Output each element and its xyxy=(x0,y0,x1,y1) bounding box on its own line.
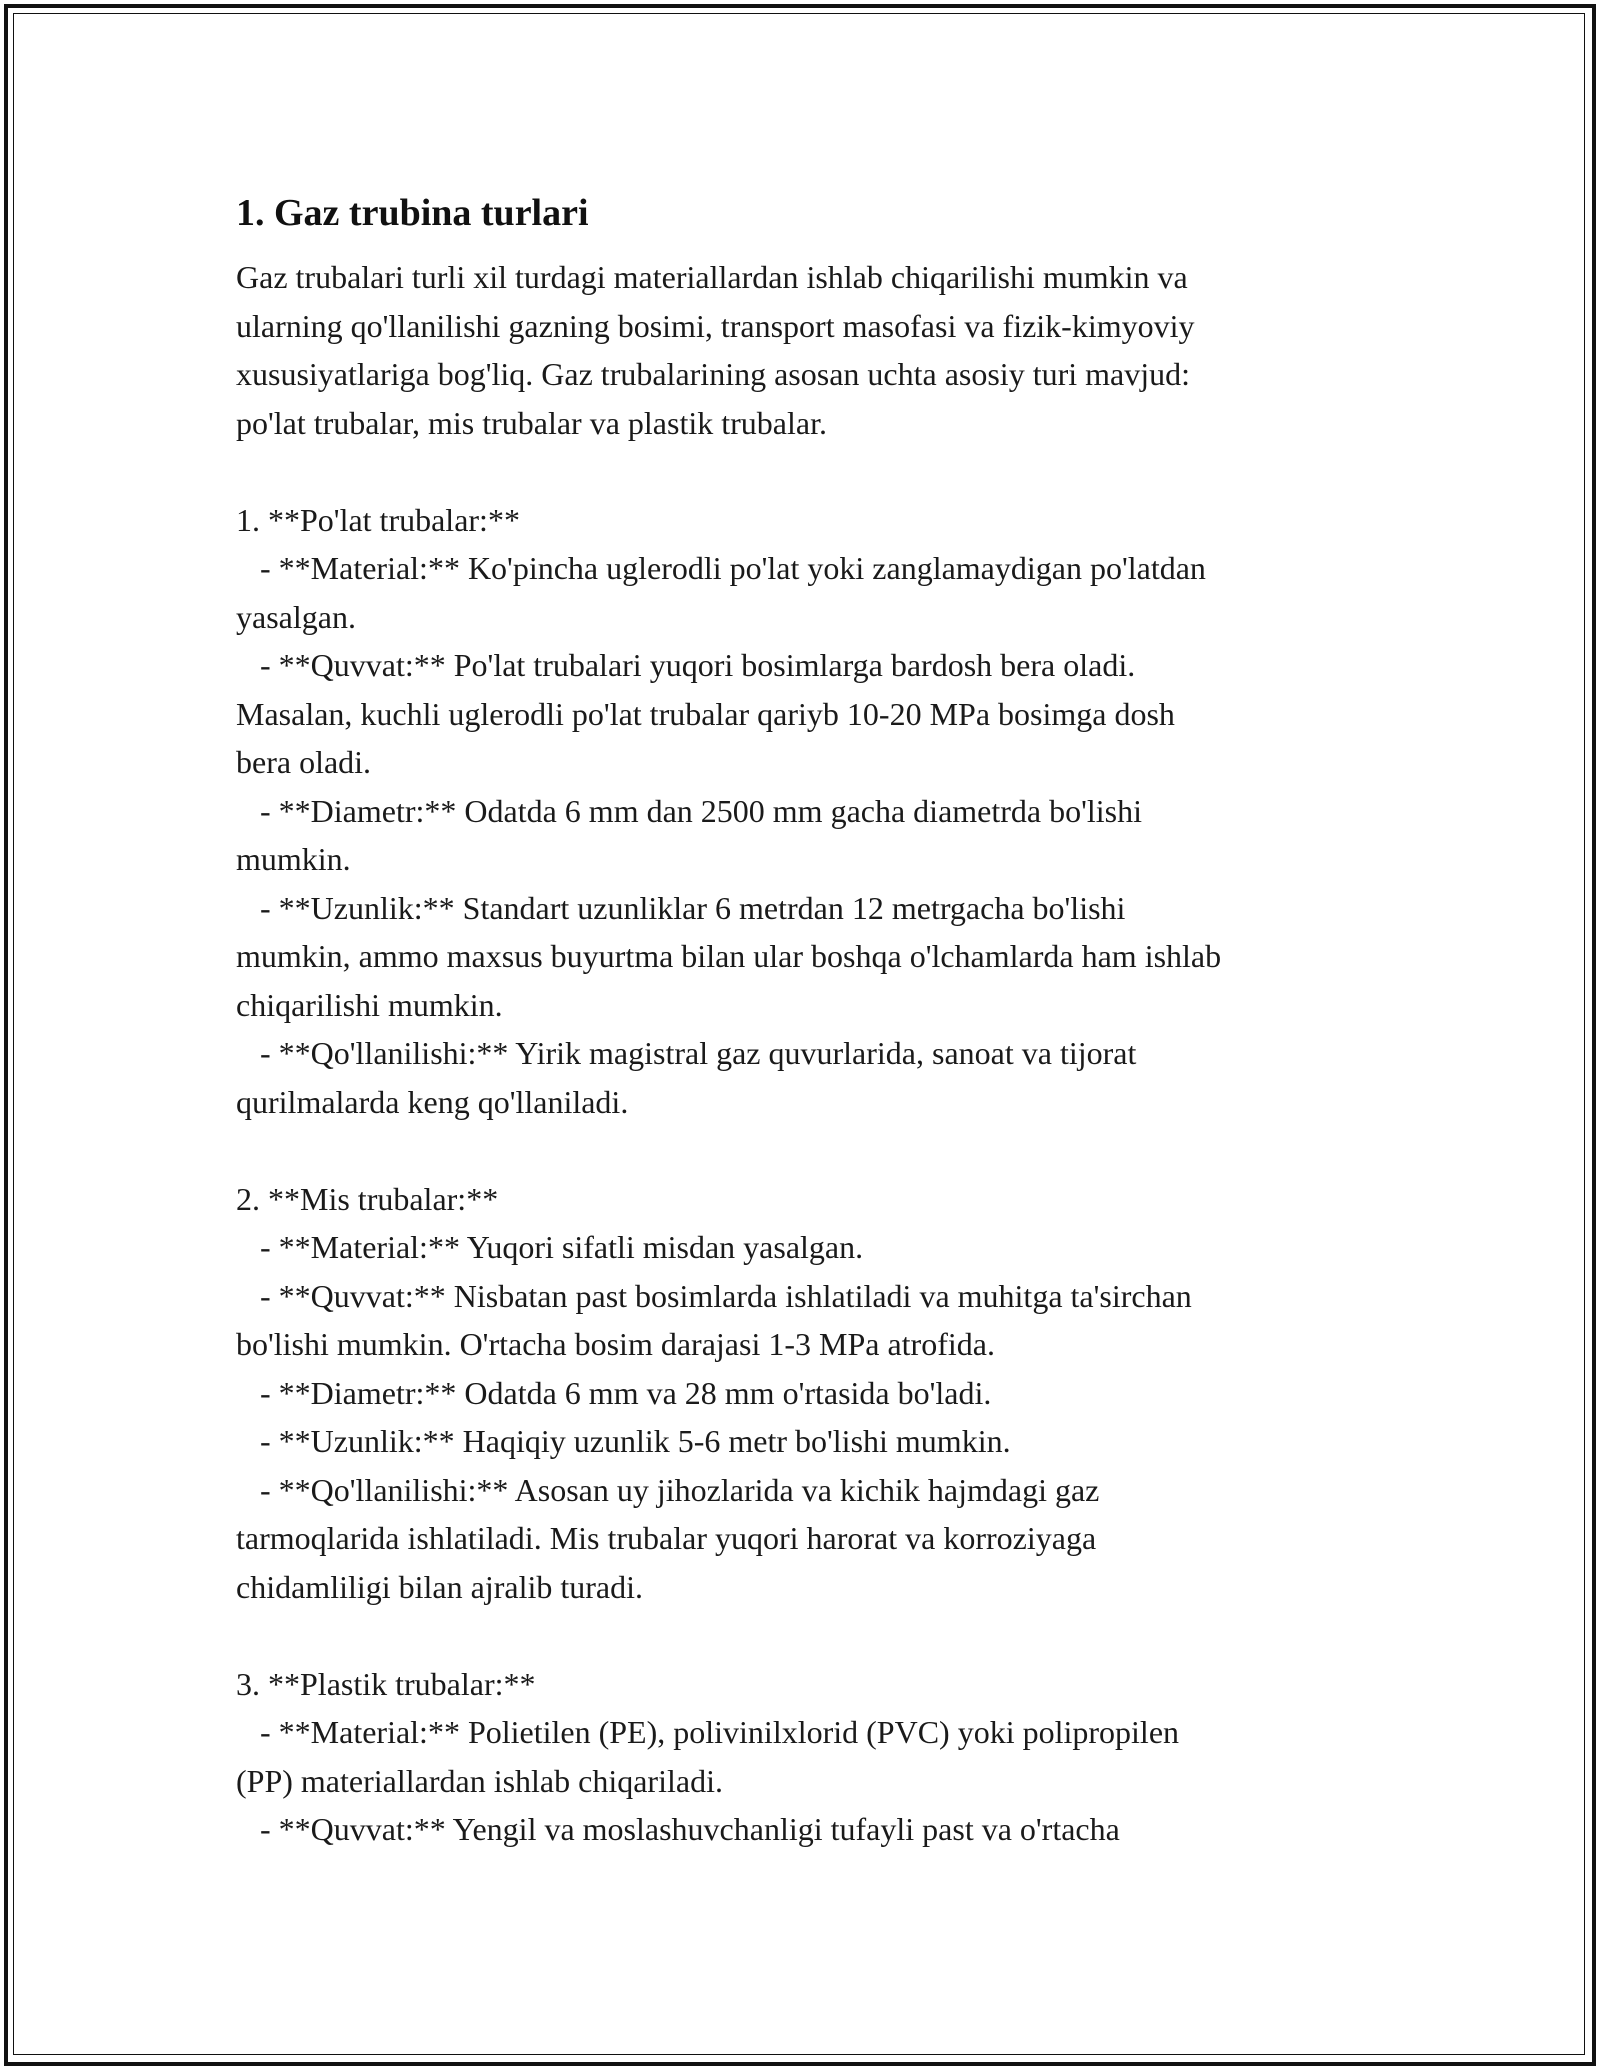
text-line: chidamliligi bilan ajralib turadi. xyxy=(236,1568,643,1605)
text-line: - **Qo'llanilishi:** Yirik magistral gaz quvurlarida, sanoat va tijorat xyxy=(236,1035,1137,1071)
text-line: po'lat trubalar, mis trubalar va plastik trubalar. xyxy=(236,404,827,441)
text-line: qurilmalarda keng qo'llaniladi. xyxy=(236,1083,629,1120)
text-line: Gaz trubalari turli xil turdagi materiallardan ishlab chiqarilishi mumkin va xyxy=(236,259,1188,295)
text-line: 2. **Mis trubalar:** xyxy=(236,1180,499,1217)
text-line: - **Material:** Polietilen (PE), polivinilxlorid (PVC) yoki polipropilen xyxy=(236,1714,1180,1750)
blank-line xyxy=(236,1126,1376,1175)
text-line: - **Uzunlik:** Haqiqiy uzunlik 5-6 metr bo'lishi mumkin. xyxy=(236,1423,1011,1459)
text-line: bo'lishi mumkin. O'rtacha bosim darajasi 1-3 MPa atrofida. xyxy=(236,1326,995,1362)
blank-line xyxy=(236,447,1376,496)
blank-line xyxy=(236,1611,1376,1660)
text-line: - **Quvvat:** Yengil va moslashuvchanligi tufayli past va o'rtacha xyxy=(236,1811,1120,1847)
text-line: - **Diametr:** Odatda 6 mm dan 2500 mm gacha diametrda bo'lishi xyxy=(236,792,1142,829)
text-line: - **Diametr:** Odatda 6 mm va 28 mm o'rtasida bo'ladi. xyxy=(236,1374,992,1411)
text-line: 1. **Po'lat trubalar:** xyxy=(236,501,520,538)
section-heading: 1. Gaz trubina turlari xyxy=(236,192,589,234)
text-line: 3. **Plastik trubalar:** xyxy=(236,1665,536,1702)
text-line: ularning qo'llanilishi gazning bosimi, transport masofasi va fizik-kimyoviy xyxy=(236,307,1195,344)
text-line: - **Material:** Yuqori sifatli misdan yasalgan. xyxy=(236,1229,864,1265)
text-block xyxy=(236,253,1376,1854)
text-line: (PP) materiallardan ishlab chiqariladi. xyxy=(236,1762,723,1799)
text-line: Masalan, kuchli uglerodli po'lat trubalar qariyb 10-20 MPa bosimga dosh xyxy=(236,695,1175,732)
text-line: tarmoqlarida ishlatiladi. Mis trubalar yuqori harorat va korroziyaga xyxy=(236,1520,1097,1556)
text-line: - **Material:** Ko'pincha uglerodli po'lat yoki zanglamaydigan po'latdan xyxy=(236,550,1206,586)
text-line: mumkin. xyxy=(236,841,351,877)
text-line: - **Quvvat:** Po'lat trubalari yuqori bosimlarga bardosh bera oladi. xyxy=(236,647,1136,683)
text-line: mumkin, ammo maxsus buyurtma bilan ular boshqa o'lchamlarda ham ishlab xyxy=(236,938,1222,974)
text-line: - **Uzunlik:** Standart uzunliklar 6 metrdan 12 metrgacha bo'lishi xyxy=(236,889,1126,926)
text-line: - **Quvvat:** Nisbatan past bosimlarda ishlatiladi va muhitga ta'sirchan xyxy=(236,1277,1192,1314)
text-line: yasalgan. xyxy=(236,598,356,635)
text-line: xususiyatlariga bog'liq. Gaz trubalarining asosan uchta asosiy turi mavjud: xyxy=(236,356,1190,392)
text-line: bera oladi. xyxy=(236,744,372,780)
text-line: chiqarilishi mumkin. xyxy=(236,986,503,1023)
document-body xyxy=(236,183,1376,1854)
text-line: - **Qo'llanilishi:** Asosan uy jihozlarida va kichik hajmdagi gaz xyxy=(236,1471,1100,1508)
